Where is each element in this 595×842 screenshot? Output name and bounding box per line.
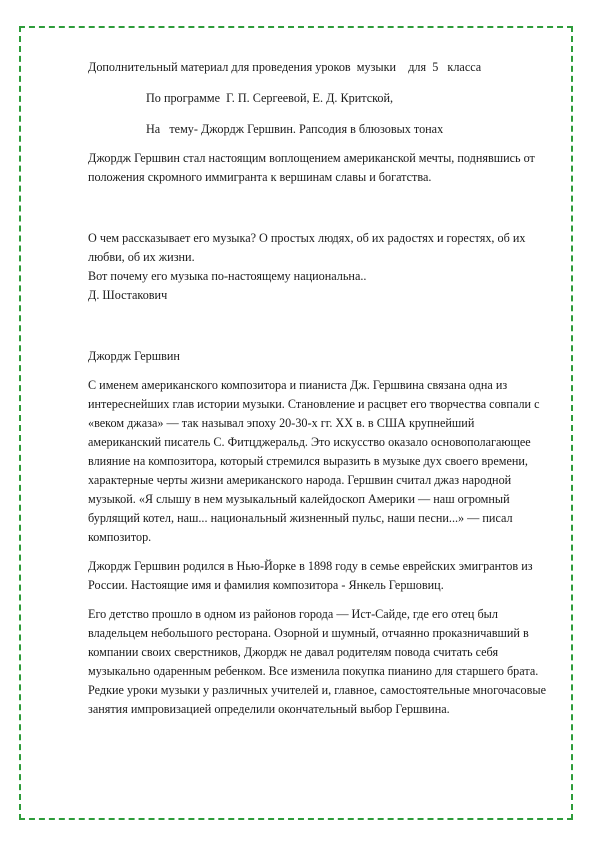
quote-author: Д. Шостакович <box>88 288 168 302</box>
body-paragraph: С именем американского композитора и пианиста Дж. Гершвина связана одна из интереснейших глав истории музыки. Становление и расцвет его творчества совпали с «веком джаза» — так называл эпоху 20-30-х гг. XX в. в США крупнейший американский писатель С. Фитцджеральд. Это искусство оказало основополагающее влияние на композитора, который стремился выразить в музыке дух своего времени, характерные черты жизни американского народа. Гершвин считал джаз народной музыкой. «Я слышу в нем музыкальный калейдоскоп Америки — наш огромный бурлящий котел, наш... национальный жизненный пульс, наши песни...» — писал композитор. <box>88 378 540 544</box>
quote-text: О чем рассказывает его музыка? О простых людях, об их радостях и горестях, об их любви, об их жизни. <box>88 231 526 264</box>
body-paragraph: Джордж Гершвин родился в Нью-Йорке в 1898 году в семье еврейских эмигрантов из России. Настоящие имя и фамилия композитора - Янкель Гершовиц. <box>88 559 533 592</box>
quote-text-continued: Вот почему его музыка по-настоящему национальна.. <box>88 269 367 283</box>
epigraph-quote <box>88 229 550 305</box>
section-title: Джордж Гершвин <box>88 349 180 363</box>
intro-paragraph: Джордж Гершвин стал настоящим воплощением американской мечты, поднявшись от положения скромного иммигранта к вершинам славы и богатства. <box>88 151 535 184</box>
document-title: Дополнительный материал для проведения уроков музыки для 5 класса <box>88 60 482 74</box>
program-line: По программе Г. П. Сергеевой, Е. Д. Критской, <box>146 91 394 105</box>
document-body <box>88 58 550 719</box>
topic-line: На тему- Джордж Гершвин. Рапсодия в блюзовых тонах <box>146 122 444 136</box>
body-paragraph: Его детство прошло в одном из районов города — Ист-Сайде, где его отец был владельцем небольшого ресторана. Озорной и шумный, отчаянно проказничавший в компании своих сверстников, Джордж не давал родителям повода считать себя музыкально одаренным ребенком. Все изменила покупка пианино для старшего брата. Редкие уроки музыки у различных учителей и, главное, самостоятельные многочасовые занятия импровизацией определили окончательный выбор Гершвина. <box>88 607 546 716</box>
